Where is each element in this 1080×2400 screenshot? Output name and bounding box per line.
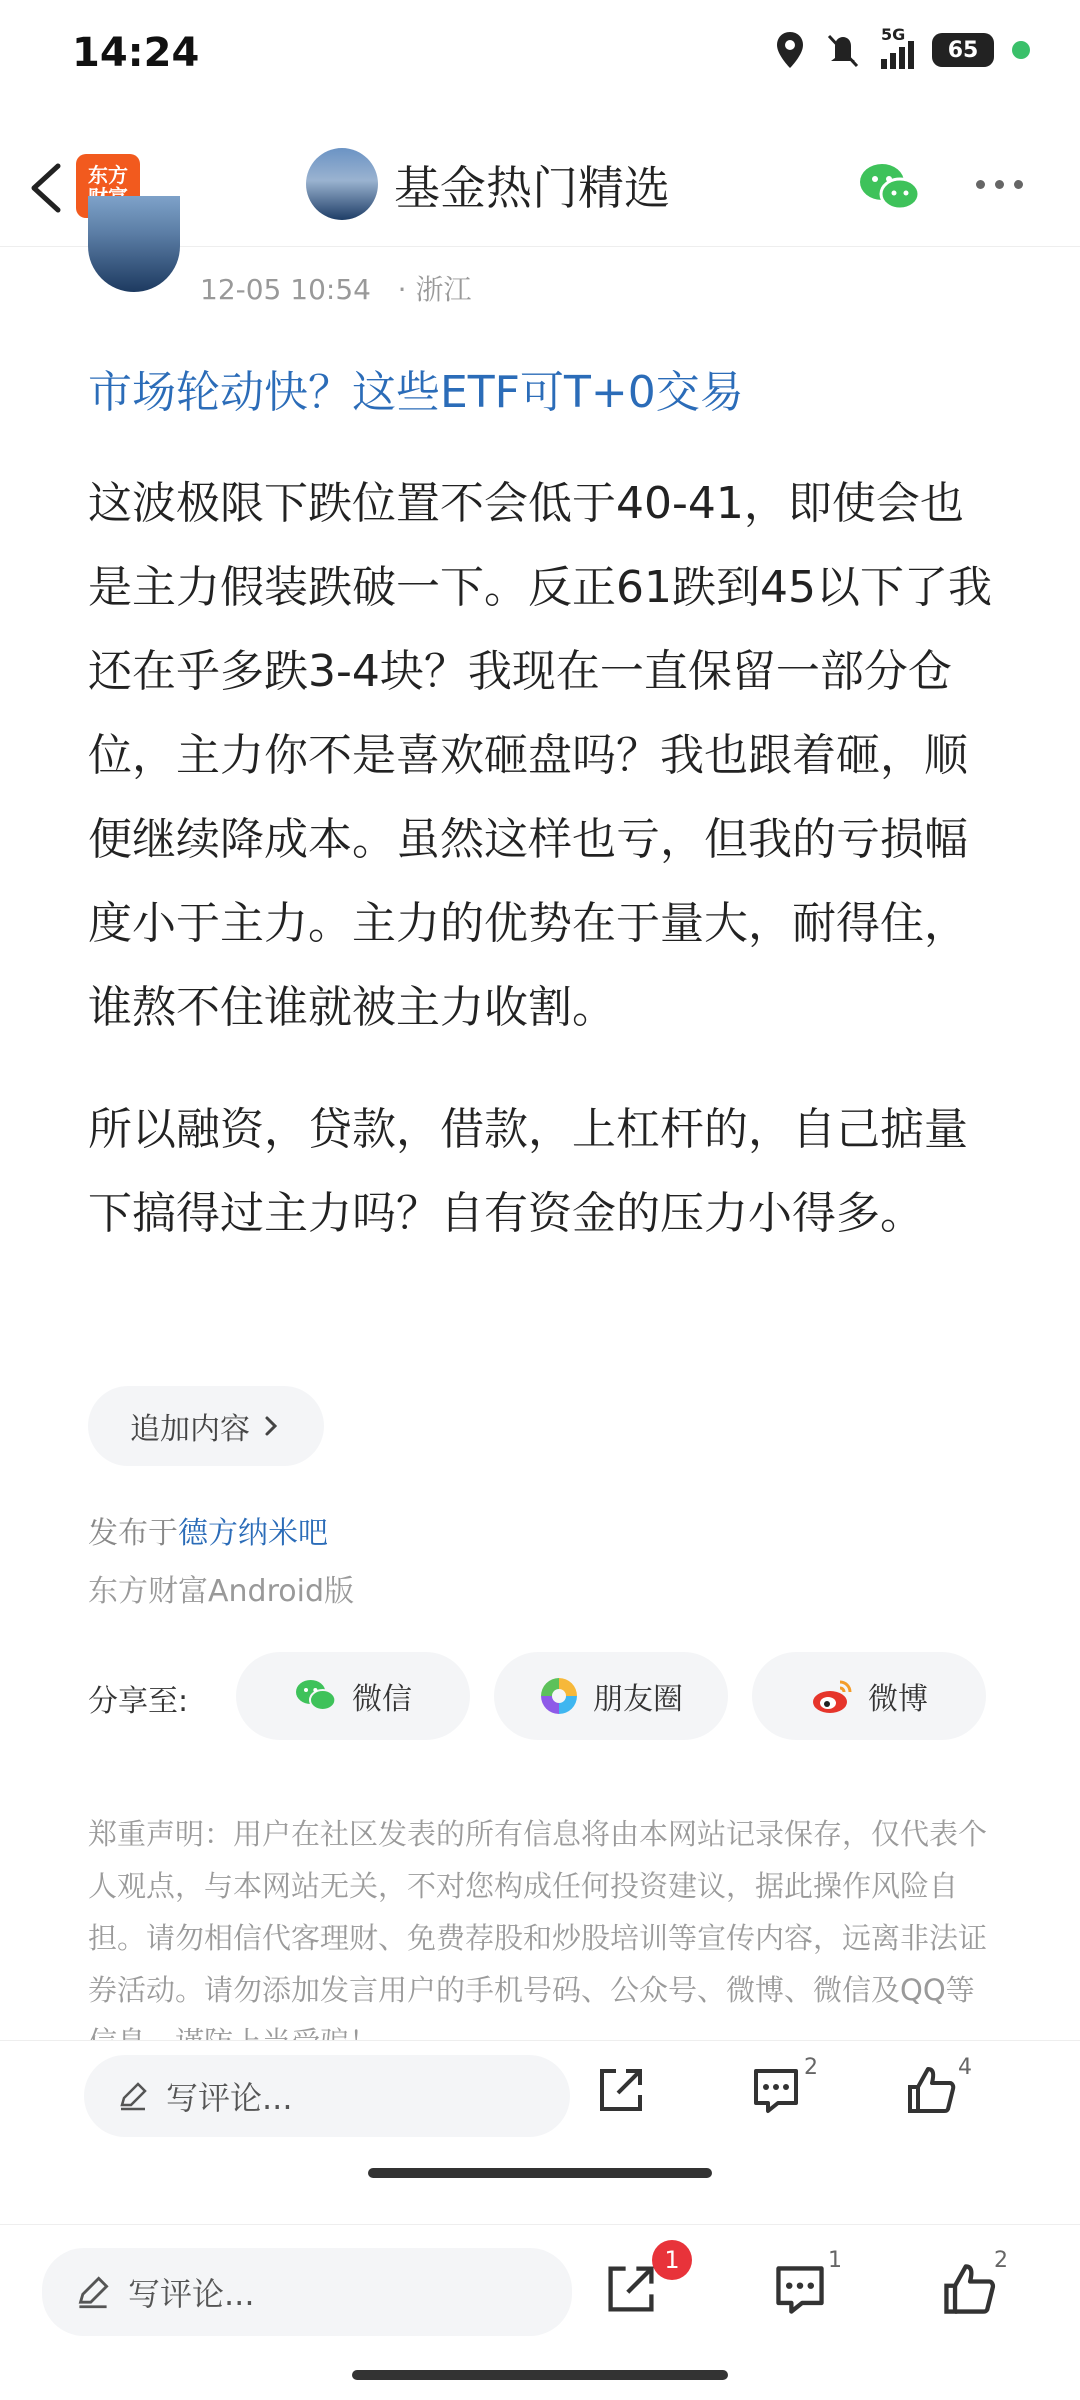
wechat-icon — [294, 1676, 338, 1716]
status-time: 14:24 — [72, 30, 200, 76]
logo-text-line1: 东方 — [88, 163, 128, 187]
home-indicator[interactable] — [368, 2168, 712, 2178]
share-moments-button[interactable] — [494, 1652, 728, 1740]
comment-bar-primary — [0, 2040, 1080, 2161]
bar-link[interactable]: 德方纳米吧 — [178, 1516, 328, 1551]
mute-icon — [823, 30, 863, 70]
post-paragraph-1: 这波极限下跌位置不会低于40-41，即使会也是主力假装跌破一下。反正61跌到45以下了我还在乎多跌3-4块？我现在一直保留一部分仓位，主力你不是喜欢砸盘吗？我也跟着砸，顺便继续降成本。虽然这样也亏，但我的亏损幅度小于主力。主力的优势在于量大，耐得住，谁熬不住谁就被主力收割。 — [88, 478, 992, 1033]
published-in — [88, 1508, 328, 1552]
comment-count-secondary: 1 — [828, 2248, 842, 2273]
comment-placeholder: 写评论... — [166, 2079, 293, 2117]
post-date: 12-05 10:54 — [200, 273, 371, 306]
share-out-icon[interactable] — [594, 2063, 648, 2117]
signal-icon — [881, 25, 914, 69]
comment-icon-secondary[interactable] — [772, 2262, 828, 2318]
share-badge: 1 — [652, 2240, 692, 2280]
privacy-dot — [1012, 41, 1030, 59]
back-arrow-icon[interactable] — [22, 158, 72, 218]
moments-icon — [539, 1676, 579, 1716]
divider — [0, 2224, 1080, 2225]
pencil-icon — [76, 2275, 110, 2309]
ad-headline-link[interactable]: 市场轮动快？这些ETF可T+0交易 — [88, 367, 744, 418]
post-location: · 浙江 — [397, 273, 472, 306]
comment-icon[interactable] — [750, 2065, 802, 2117]
weibo-icon — [810, 1676, 854, 1716]
author-avatar[interactable] — [88, 196, 180, 292]
like-icon[interactable] — [904, 2063, 958, 2117]
chevron-right-icon — [260, 1412, 282, 1440]
share-wechat-label: 微信 — [352, 1682, 412, 1717]
post-meta — [200, 268, 471, 308]
home-indicator-secondary[interactable] — [352, 2370, 728, 2380]
disclaimer-text: 郑重声明：用户在社区发表的所有信息将由本网站记录保存，仅代表个人观点，与本网站无关，不对您构成任何投资建议，据此操作风险自担。请勿相信代客理财、免费荐股和炒股培训等宣传内容，远离非法证券活动。请勿添加发言用户的手机号码、公众号、微博、微信及QQ等 — [88, 1817, 988, 2007]
share-wechat-button[interactable] — [236, 1652, 470, 1740]
page-title[interactable]: 基金热门精选 — [394, 161, 670, 215]
share-moments-label: 朋友圈 — [593, 1682, 683, 1717]
battery-indicator: 65 — [932, 33, 994, 67]
share-label: 分享至: — [88, 1684, 189, 1719]
bar-avatar[interactable] — [306, 148, 378, 220]
share-weibo-button[interactable] — [752, 1652, 986, 1740]
more-menu-icon[interactable] — [976, 180, 1023, 189]
share-out-icon-secondary[interactable] — [602, 2260, 660, 2318]
like-count-secondary: 2 — [994, 2248, 1008, 2273]
wechat-share-icon[interactable] — [858, 158, 922, 218]
share-weibo-label: 微博 — [868, 1682, 928, 1717]
post-body — [88, 462, 1000, 1294]
location-icon — [775, 30, 805, 70]
add-content-label: 追加内容 — [130, 1412, 250, 1447]
like-count: 4 — [958, 2055, 972, 2080]
like-icon-secondary[interactable] — [940, 2260, 998, 2318]
comment-input-secondary[interactable] — [42, 2248, 572, 2336]
status-icons — [775, 25, 1030, 70]
comment-count: 2 — [804, 2055, 818, 2080]
comment-input[interactable] — [84, 2055, 570, 2137]
add-content-button[interactable] — [88, 1386, 324, 1466]
post-paragraph-2: 所以融资，贷款，借款，上杠杆的，自己掂量下搞得过主力吗？自有资金的压力小得多。 — [88, 1104, 968, 1239]
network-type: 5G — [881, 25, 906, 44]
published-prefix: 发布于 — [88, 1516, 178, 1551]
post-platform: 东方财富Android版 — [88, 1574, 354, 1609]
pencil-icon — [118, 2081, 148, 2111]
comment-placeholder-secondary: 写评论... — [128, 2275, 255, 2313]
